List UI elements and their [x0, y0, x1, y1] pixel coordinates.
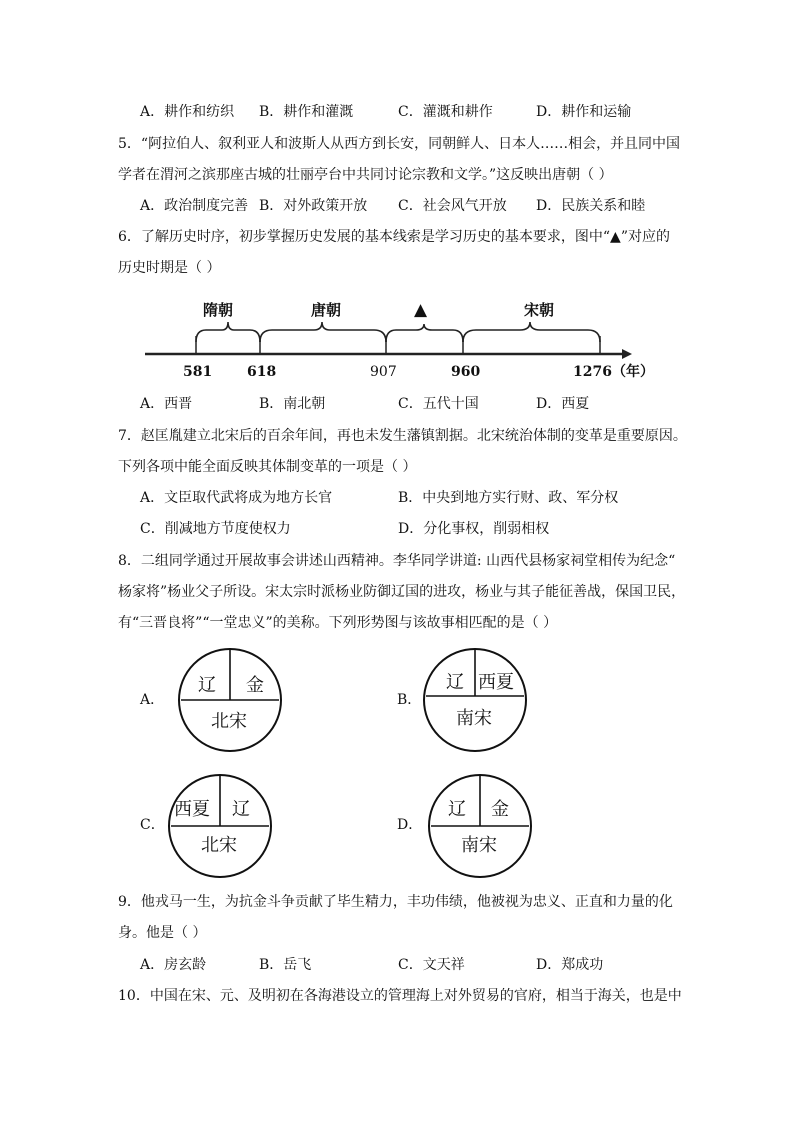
- year-618: 618: [247, 364, 277, 380]
- q8-stem-line3: 有“三晋良将”“一堂忠义”的美称。下列形势图与该故事相匹配的是（ ）: [118, 615, 558, 631]
- q8-circle-b: [424, 649, 526, 751]
- q8-b-left: 辽: [446, 672, 464, 693]
- q6-option-c: C．五代十国: [398, 396, 479, 412]
- q5-option-b: B．对外政策开放: [259, 198, 368, 214]
- q5-option-c: C．社会风气开放: [398, 198, 507, 214]
- q8-c-right: 辽: [232, 799, 250, 820]
- q5-stem-line2: 学者在渭河之滨那座古城的壮丽亭台中共同讨论宗教和文学。”这反映出唐朝（ ）: [118, 167, 613, 183]
- year-581: 581: [183, 364, 213, 380]
- q9-stem-line1: 9．他戎马一生，为抗金斗争贡献了毕生精力，丰功伟绩，他被视为忠义、正直和力量的化: [118, 894, 673, 910]
- q6-option-a: A．西晋: [140, 396, 193, 412]
- q8-c-bottom: 北宋: [201, 835, 237, 856]
- q8-d-bottom: 南宋: [461, 835, 497, 856]
- q7-option-b: B．中央到地方实行财、政、军分权: [398, 490, 619, 506]
- q4-option-c: C．灌溉和耕作: [398, 104, 493, 120]
- q4-option-a: A．耕作和纺织: [140, 104, 235, 120]
- q8-circle-c: [169, 775, 271, 877]
- q8-c-left: 西夏: [174, 799, 210, 820]
- q9-option-c: C．文天祥: [398, 957, 465, 973]
- q8-d-right: 金: [491, 799, 509, 820]
- q7-option-c: C．削减地方节度使权力: [140, 521, 291, 537]
- period-label-tang: 唐朝: [311, 301, 342, 319]
- q6-stem-line1: 6．了解历史时序，初步掌握历史发展的基本线索是学习历史的基本要求，图中“▲”对应的: [118, 229, 670, 245]
- q9-option-d: D．郑成功: [536, 957, 604, 973]
- q8-stem-line2: 杨家将”杨业父子所设。宋太宗时派杨业防御辽国的进攻，杨业与其子能征善战，保国卫民，: [118, 584, 686, 600]
- year-907: 907: [370, 364, 397, 380]
- q8-stem-line1: 8．二组同学通过开展故事会讲述山西精神。李华同学讲道: 山西代县杨家祠堂相传为纪念“: [118, 553, 676, 569]
- q6-stem-line2: 历史时期是（ ）: [118, 260, 221, 276]
- period-label-triangle: ▲: [414, 300, 428, 320]
- period-label-song: 宋朝: [524, 301, 555, 319]
- q8-circle-d: [429, 775, 531, 877]
- q8-option-b-letter: B．: [397, 692, 422, 708]
- q8-circle-a: [179, 649, 281, 751]
- q10-stem-line1: 10．中国在宋、元、及明初在各海港设立的管理海上对外贸易的官府，相当于海关，也是中: [118, 988, 682, 1004]
- q9-stem-line2: 身。他是（ ）: [118, 925, 207, 941]
- q9-option-a: A．房玄龄: [140, 957, 207, 973]
- q5-option-d: D．民族关系和睦: [536, 198, 646, 214]
- q8-a-left: 辽: [198, 675, 216, 696]
- q7-option-a: A．文臣取代武将成为地方长官: [140, 490, 333, 506]
- q4-option-d: D．耕作和运输: [536, 104, 632, 120]
- q9-option-b: B．岳飞: [259, 957, 312, 973]
- q8-option-d-letter: D．: [397, 817, 423, 833]
- q5-option-a: A．政治制度完善: [140, 198, 249, 214]
- q5-stem-line1: 5．“阿拉伯人、叙利亚人和波斯人从西方到长安，同朝鲜人、日本人……相会，并且同中国: [118, 136, 681, 152]
- period-label-sui: 隋朝: [203, 301, 234, 319]
- q7-stem-line2: 下列各项中能全面反映其体制变革的一项是（ ）: [118, 459, 417, 475]
- q8-d-left: 辽: [448, 799, 466, 820]
- q8-a-bottom: 北宋: [211, 711, 247, 732]
- q6-option-d: D．西夏: [536, 396, 590, 412]
- q7-stem-line1: 7．赵匡胤建立北宋后的百余年间，再也未发生藩镇割据。北宋统治体制的变革是重要原因。: [118, 428, 687, 444]
- q4-option-b: B．耕作和灌溉: [259, 104, 354, 120]
- q6-option-b: B．南北朝: [259, 396, 326, 412]
- q7-option-d: D．分化事权，削弱相权: [398, 521, 550, 537]
- q8-option-a-letter: A．: [140, 692, 165, 708]
- year-960: 960: [451, 364, 481, 380]
- year-1276: 1276（年）: [573, 364, 654, 380]
- q8-b-right: 西夏: [478, 672, 514, 693]
- q8-a-right: 金: [246, 675, 264, 696]
- q8-b-bottom: 南宋: [456, 708, 492, 729]
- q8-option-c-letter: C．: [140, 817, 165, 833]
